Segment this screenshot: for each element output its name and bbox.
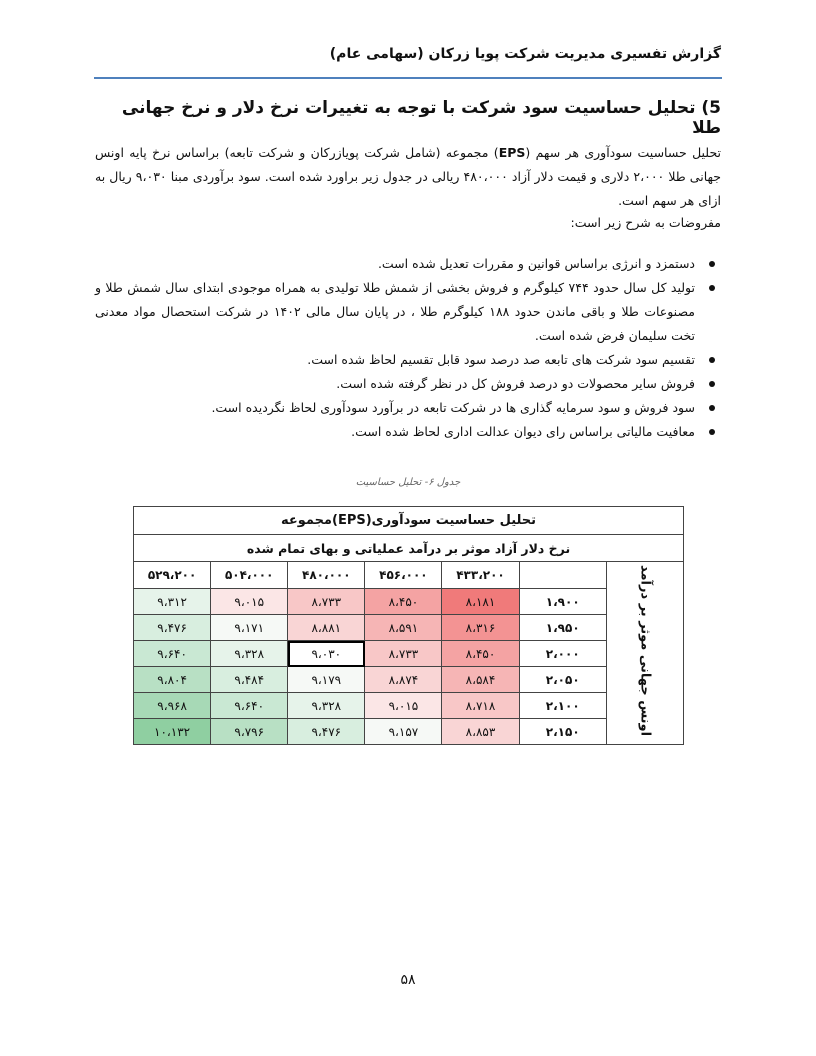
list-item: [95, 276, 721, 348]
list-item: [95, 348, 721, 372]
eps-value-cell: ۹،۱۵۷: [365, 719, 442, 745]
eps-value-cell: ۸،۷۳۳: [288, 589, 365, 615]
eps-value-cell: ۹،۱۷۱: [211, 615, 288, 641]
bullet-icon: [709, 429, 715, 435]
ounce-rate-cell: ۱،۹۰۰: [519, 589, 606, 615]
assumptions-list: [95, 252, 721, 444]
ounce-axis-label-text: اونس جهانی موثر بر درآمد: [637, 565, 653, 737]
sensitivity-table: [133, 506, 684, 745]
list-item: [95, 396, 721, 420]
list-item-text: فروش سایر محصولات دو درصد فروش کل در نظر گرفته شده است.: [336, 376, 695, 391]
eps-value-cell: ۸،۸۵۳: [442, 719, 519, 745]
table-title: [134, 507, 684, 535]
ounce-axis-label: [606, 562, 683, 745]
dollar-rate-header: ۴۵۶،۰۰۰: [365, 562, 442, 589]
dollar-rate-header-row: [134, 562, 684, 589]
bullet-icon: [709, 261, 715, 267]
list-item-text: دستمزد و انرژی براساس قوانین و مقررات تعدیل شده است.: [377, 256, 695, 271]
list-item: [95, 420, 721, 444]
table-title-row: [134, 507, 684, 535]
eps-value-cell: ۱۰،۱۳۲: [134, 719, 211, 745]
bullet-icon: [709, 405, 715, 411]
eps-value-cell: ۹،۴۸۴: [211, 667, 288, 693]
eps-value-cell: ۸،۸۸۱: [288, 615, 365, 641]
list-item: [95, 372, 721, 396]
table-row: [134, 667, 684, 693]
dollar-rate-header: ۵۰۴،۰۰۰: [211, 562, 288, 589]
eps-value-cell: ۹،۴۷۶: [134, 615, 211, 641]
eps-value-cell: ۹،۶۴۰: [134, 641, 211, 667]
ounce-rate-cell: ۲،۰۵۰: [519, 667, 606, 693]
dollar-rate-header: ۵۲۹،۲۰۰: [134, 562, 211, 589]
intro-paragraph: [95, 141, 721, 213]
dollar-rate-header: ۴۸۰،۰۰۰: [288, 562, 365, 589]
page-number: ۵۸: [400, 972, 416, 988]
eps-value-cell: ۸،۴۵۰: [365, 589, 442, 615]
header-divider: [94, 77, 722, 79]
bullet-icon: [709, 357, 715, 363]
ounce-rate-cell: ۱،۹۵۰: [519, 615, 606, 641]
intro-text-rest: ) مجموعه (شامل شرکت پویازرکان و شرکت تابعه) براساس نرخ پایه اونس جهانی طلا ۲،۰۰۰ دلاری و قیمت دلار آزاد ۴۸۰،۰۰۰ ریالی در جدول زیر براورد شده است. سود برآوردی مبنا ۹،۰۳۰ ریال به ازای هر سهم است.: [95, 145, 721, 208]
dollar-rate-header: ۴۳۳،۲۰۰: [442, 562, 519, 589]
eps-value-cell: ۸،۷۱۸: [442, 693, 519, 719]
table-caption: جدول ۶- تحلیل حساسیت: [355, 477, 461, 488]
list-item: [95, 252, 721, 276]
eps-value-cell: ۸،۵۸۴: [442, 667, 519, 693]
eps-value-cell: ۸،۸۷۴: [365, 667, 442, 693]
eps-value-cell: ۸،۱۸۱: [442, 589, 519, 615]
eps-value-cell: ۹،۴۷۶: [288, 719, 365, 745]
table-subtitle: نرخ دلار آزاد موثر بر درآمد عملیاتی و بهای تمام شده: [134, 535, 684, 562]
table-row: [134, 641, 684, 667]
bullet-icon: [709, 381, 715, 387]
section-heading: 5) تحلیل حساسیت سود شرکت با توجه به تغییرات نرخ دلار و نرخ جهانی طلا: [121, 98, 721, 138]
eps-value-cell: ۹،۷۹۶: [211, 719, 288, 745]
eps-value-cell: ۹،۶۴۰: [211, 693, 288, 719]
eps-value-cell: ۸،۷۳۳: [365, 641, 442, 667]
table-corner-cell: [519, 562, 606, 589]
table-title-start: تحلیل حساسیت سودآوری(: [365, 513, 537, 528]
report-header-title: گزارش تفسیری مدیریت شرکت پویا زرکان (سهامی عام): [329, 46, 721, 62]
list-item-text: سود فروش و سود سرمایه گذاری ها در شرکت تابعه در برآورد سودآوری لحاظ نگردیده است.: [211, 400, 695, 415]
table-row: [134, 589, 684, 615]
eps-value-cell: ۹،۱۷۹: [288, 667, 365, 693]
eps-value-cell: ۹،۰۱۵: [365, 693, 442, 719]
eps-value-cell: ۹،۰۱۵: [211, 589, 288, 615]
eps-value-cell: ۹،۳۱۲: [134, 589, 211, 615]
list-item-text: معافیت مالیاتی براساس رای دیوان عدالت اداری لحاظ شده است.: [351, 424, 695, 439]
table-row: [134, 693, 684, 719]
intro-text-start: تحلیل حساسیت سودآوری هر سهم (: [525, 145, 721, 160]
ounce-rate-cell: ۲،۰۰۰: [519, 641, 606, 667]
eps-value-cell: ۸،۵۹۱: [365, 615, 442, 641]
eps-value-cell: ۹،۸۰۴: [134, 667, 211, 693]
eps-value-cell: ۹،۳۲۸: [211, 641, 288, 667]
table-row: [134, 719, 684, 745]
table-title-end: )مجموعه: [280, 513, 338, 528]
list-item-text: تولید کل سال حدود ۷۴۴ کیلوگرم و فروش بخشی از شمش طلا تولیدی به همراه موجودی ابتدای سال شمش طلا و مصنوعات طلا و باقی ماندن حدود ۱۸۸ کیلوگرم طلا ، در پایان سال مالی ۱۴۰۲ در شرکت استحصال مواد معدنی تخت سلیمان فرض شده است.: [95, 280, 695, 343]
list-item-text: تقسیم سود شرکت های تابعه صد درصد سود قابل تقسیم لحاظ شده است.: [307, 352, 695, 367]
table-row: [134, 615, 684, 641]
eps-value-cell: ۸،۴۵۰: [442, 641, 519, 667]
assumptions-lead: مفروضات به شرح زیر است:: [570, 215, 721, 230]
eps-value-cell: ۹،۹۶۸: [134, 693, 211, 719]
ounce-rate-cell: ۲،۱۵۰: [519, 719, 606, 745]
table-title-eps: EPS: [337, 513, 366, 528]
eps-value-cell: ۹،۰۳۰: [288, 641, 365, 667]
eps-value-cell: ۸،۳۱۶: [442, 615, 519, 641]
eps-value-cell: ۹،۳۲۸: [288, 693, 365, 719]
bullet-icon: [709, 285, 715, 291]
ounce-rate-cell: ۲،۱۰۰: [519, 693, 606, 719]
table-subtitle-row: [134, 535, 684, 562]
eps-term: EPS: [498, 145, 526, 160]
